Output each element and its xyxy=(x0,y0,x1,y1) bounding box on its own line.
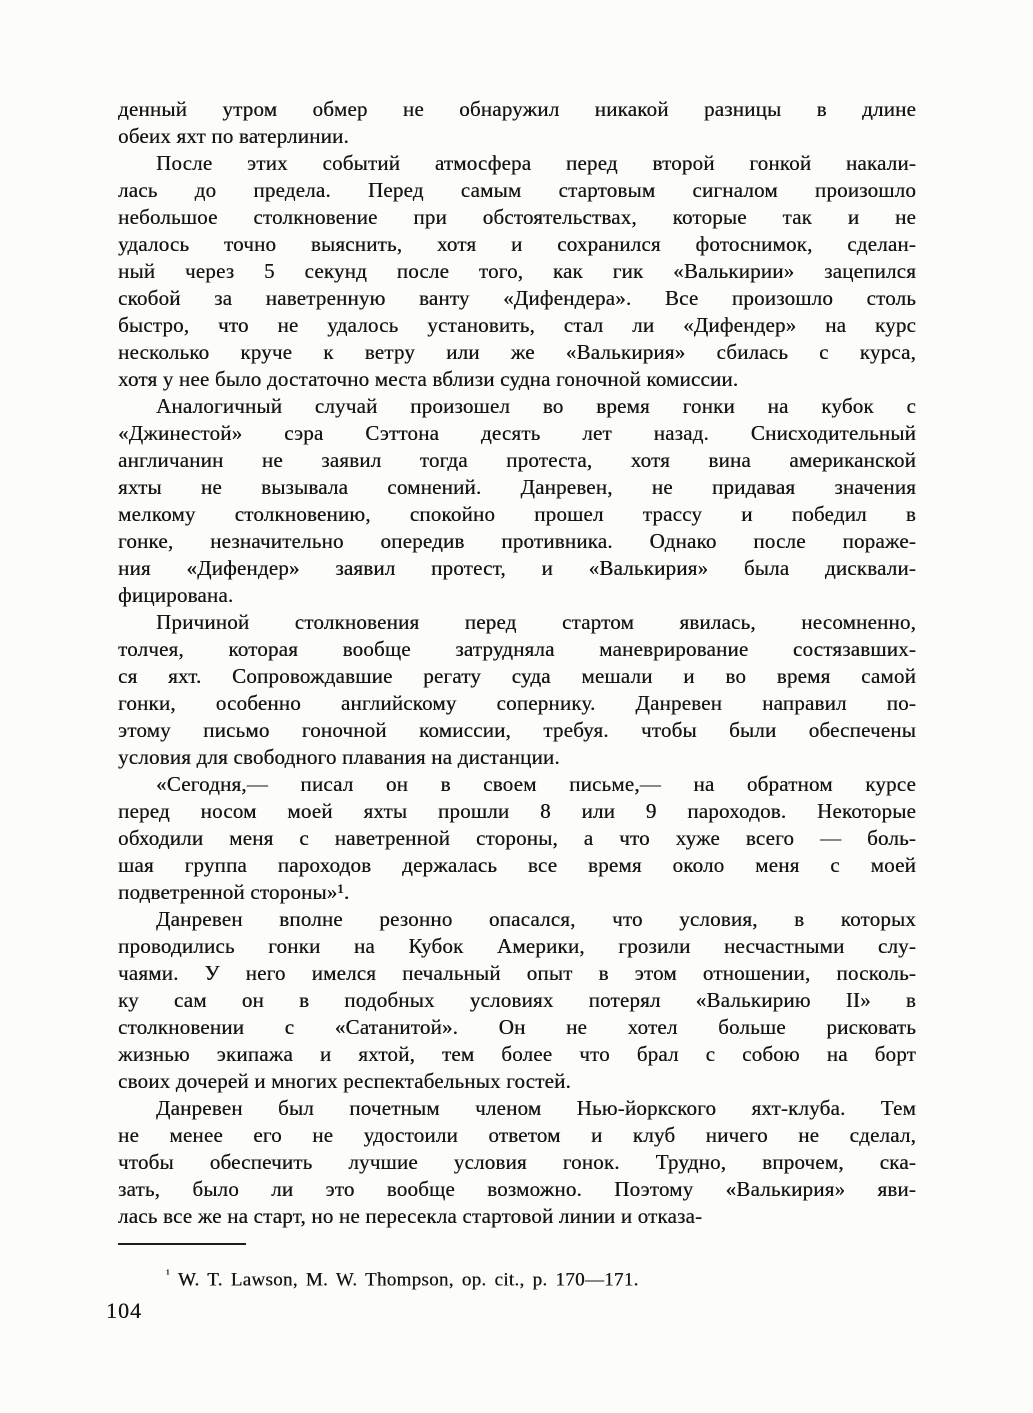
text-line: денный утром обмер не обнаружил никакой разницы в длине xyxy=(118,97,916,121)
text-line: толчея, которая вообще затрудняла маневрирование состязавших- xyxy=(118,637,916,661)
text-line: После этих событий атмосфера перед второй гонкой накали- xyxy=(156,151,916,175)
paragraph xyxy=(118,150,916,393)
text-line: ся яхт. Сопровождавшие регату суда мешали и во время самой xyxy=(118,664,916,688)
footnote-text: W. T. Lawson, M. W. Thompson, op. cit., p. 170—171. xyxy=(177,1269,639,1291)
page-text xyxy=(118,96,916,1230)
text-line: «Джинестой» сэра Сэттона десять лет назад. Снисходительный xyxy=(118,421,916,445)
text-line: шая группа пароходов держалась все время около меня с моей xyxy=(118,853,916,877)
text-line: лась до предела. Перед самым стартовым сигналом произошло xyxy=(118,178,916,202)
text-line: хотя у нее было достаточно места вблизи судна гоночной комиссии. xyxy=(118,367,739,391)
text-line: ку сам он в подобных условиях потерял «Валькирию II» в xyxy=(118,988,916,1012)
page-number: 104 xyxy=(106,1298,142,1323)
text-line: гонки, особенно английскому сопернику. Данревен направил по- xyxy=(118,691,916,715)
text-line: Данревен вполне резонно опасался, что условия, в которых xyxy=(156,907,916,931)
text-line: ный через 5 секунд после того, как гик «Валькирии» зацепился xyxy=(118,259,916,283)
text-line: мелкому столкновению, спокойно прошел трассу и победил в xyxy=(118,502,916,526)
text-line: жизнью экипажа и яхтой, тем более что брал с собою на борт xyxy=(118,1042,916,1066)
footnote-marker: ¹ xyxy=(166,1267,170,1281)
text-line: своих дочерей и многих респектабельных гостей. xyxy=(118,1069,571,1093)
text-line: скобой за наветренную ванту «Дифендера». Все произошло столь xyxy=(118,286,916,310)
text-line: обеих яхт по ватерлинии. xyxy=(118,124,349,148)
paragraph xyxy=(118,906,916,1095)
text-line: англичанин не заявил тогда протеста, хотя вина американской xyxy=(118,448,916,472)
text-line: Аналогичный случай произошел во время гонки на кубок с xyxy=(156,394,916,418)
text-line: чтобы обеспечить лучшие условия гонок. Трудно, впрочем, ска- xyxy=(118,1150,916,1174)
text-line: небольшое столкновение при обстоятельствах, которые так и не xyxy=(118,205,916,229)
text-line: перед носом моей яхты прошли 8 или 9 пароходов. Некоторые xyxy=(118,799,916,823)
text-line: Данревен был почетным членом Нью-йоркского яхт-клуба. Тем xyxy=(156,1096,916,1120)
text-line: условия для свободного плавания на дистанции. xyxy=(118,745,560,769)
text-line: не менее его не удостоили ответом и клуб ничего не сделал, xyxy=(118,1123,916,1147)
text-line: удалось точно выяснить, хотя и сохранился фотоснимок, сделан- xyxy=(118,232,916,256)
paragraph xyxy=(118,1095,916,1230)
text-line: быстро, что не удалось установить, стал ли «Дифендер» на курс xyxy=(118,313,916,337)
text-line: проводились гонки на Кубок Америки, грозили несчастными слу- xyxy=(118,934,916,958)
text-line: ния «Дифендер» заявил протест, и «Валькирия» была дисквали- xyxy=(118,556,916,580)
text-line: чаями. У него имелся печальный опыт в этом отношении, посколь- xyxy=(118,961,916,985)
text-line: яхты не вызывала сомнений. Данревен, не придавая значения xyxy=(118,475,916,499)
text-line: подветренной стороны»¹. xyxy=(118,880,350,904)
text-line: фицирована. xyxy=(118,583,234,607)
footnote xyxy=(166,1262,866,1292)
text-line: этому письмо гоночной комиссии, требуя. чтобы были обеспечены xyxy=(118,718,916,742)
text-line: несколько круче к ветру или же «Валькирия» сбилась с курса, xyxy=(118,340,916,364)
text-line: гонке, незначительно опередив противника. Однако после пораже- xyxy=(118,529,916,553)
paragraph xyxy=(118,393,916,609)
paragraph xyxy=(118,96,916,150)
text-line: зать, было ли это вообще возможно. Поэтому «Валькирия» яви- xyxy=(118,1177,916,1201)
footnote-separator xyxy=(118,1243,246,1245)
text-line: лась все же на старт, но не пересекла стартовой линии и отказа- xyxy=(118,1204,703,1228)
text-line: Причиной столкновения перед стартом явилась, несомненно, xyxy=(156,610,916,634)
text-line: «Сегодня,— писал он в своем письме,— на обратном курсе xyxy=(156,772,916,796)
text-line: столкновении с «Сатанитой». Он не хотел больше рисковать xyxy=(118,1015,916,1039)
paragraph xyxy=(118,771,916,906)
paragraph xyxy=(118,609,916,771)
text-line: обходили меня с наветренной стороны, а что хуже всего — боль- xyxy=(118,826,916,850)
